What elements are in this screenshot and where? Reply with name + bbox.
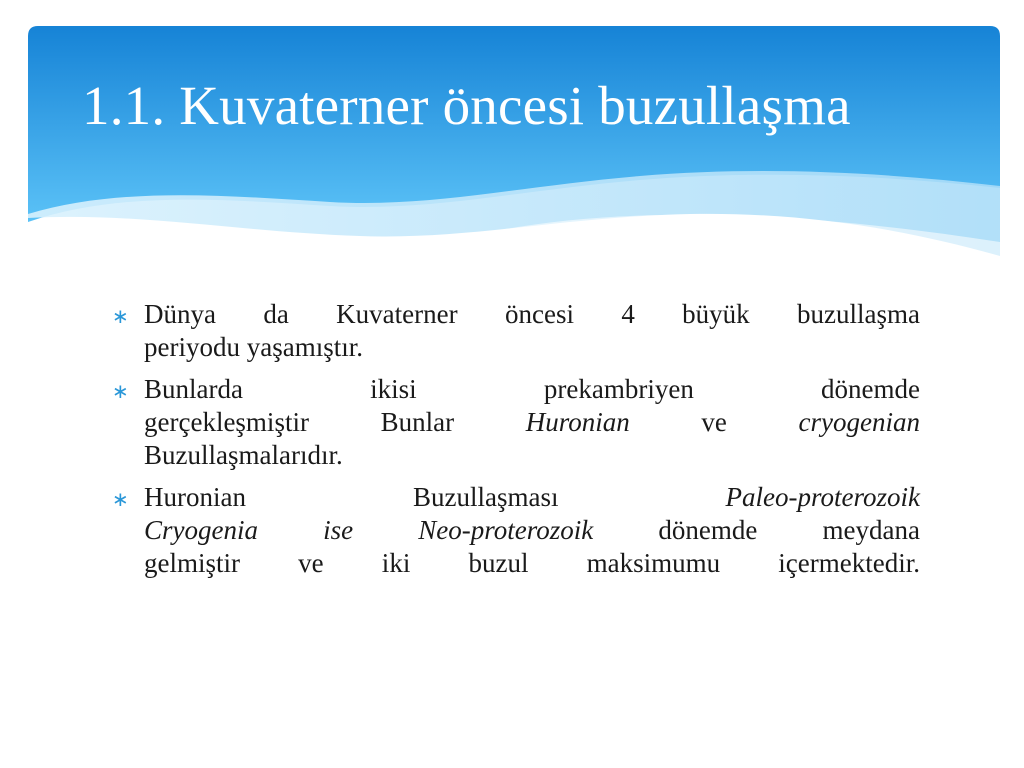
term-paleo-proterozoik: Paleo-proterozoik — [725, 482, 920, 512]
bullet-3-text-a: Huronian Buzullaşması — [144, 482, 726, 512]
bullet-list — [110, 298, 920, 589]
asterisk-icon: ∗ — [112, 487, 129, 511]
bullet-3-line-3: gelmiştir ve iki buzul maksimumu içermektedir. — [144, 548, 920, 578]
bullet-3-text-b: dönemde meydana — [593, 515, 920, 545]
bullet-2-text-b: ve — [629, 407, 799, 437]
bullet-2-line-2 — [144, 406, 920, 439]
term-cryogenian: cryogenian — [798, 407, 920, 437]
asterisk-icon: ∗ — [112, 379, 129, 403]
bullet-2-line-1: Bunlarda ikisi prekambriyen dönemde — [144, 374, 920, 404]
bullet-3-line-1 — [144, 481, 920, 514]
header-wave-background — [0, 0, 1024, 300]
term-cryogenia-neo-proterozoik: Cryogenia ise Neo-proterozoik — [144, 515, 594, 545]
bullet-2-text-a: gerçekleşmiştir Bunlar — [144, 407, 526, 437]
term-huronian: Huronian — [525, 407, 630, 437]
slide-title: 1.1. Kuvaterner öncesi buzullaşma — [82, 75, 851, 136]
bullet-2-line-3: Buzullaşmalarıdır. — [144, 440, 343, 470]
bullet-item — [110, 373, 920, 472]
bullet-item — [110, 481, 920, 580]
bullet-1-line-2: periyodu yaşamıştır. — [144, 332, 363, 362]
bullet-3-line-2 — [144, 514, 920, 547]
bullet-1-line-1: Dünya da Kuvaterner öncesi 4 büyük buzullaşma — [144, 299, 920, 329]
asterisk-icon: ∗ — [112, 304, 129, 328]
bullet-item — [110, 298, 920, 364]
